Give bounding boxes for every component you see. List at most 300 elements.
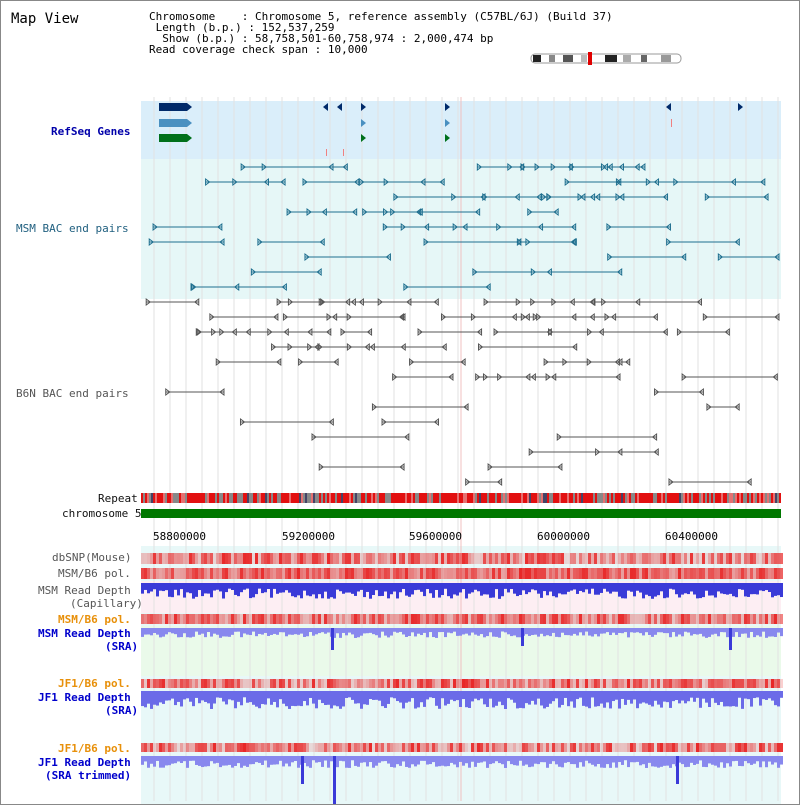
polymorphism-cell xyxy=(684,614,687,624)
polymorphism-cell xyxy=(741,568,744,579)
polymorphism-cell xyxy=(366,553,369,564)
polymorphism-cell xyxy=(513,679,516,688)
repeat-segment xyxy=(671,493,673,503)
depth-bar xyxy=(237,691,240,702)
depth-bar xyxy=(258,756,261,763)
repeat-segment xyxy=(501,493,503,503)
polymorphism-cell xyxy=(522,553,525,564)
track-label-msm-b6-pol-2: MSM/B6 pol. xyxy=(58,613,131,626)
polymorphism-cell xyxy=(540,614,543,624)
depth-bar xyxy=(696,691,699,698)
polymorphism-cell xyxy=(255,679,258,688)
polymorphism-cell xyxy=(648,614,651,624)
polymorphism-cell xyxy=(480,553,483,564)
depth-bar xyxy=(600,628,603,634)
polymorphism-cell xyxy=(456,614,459,624)
depth-bar xyxy=(597,691,600,706)
polymorphism-cell xyxy=(276,679,279,688)
repeat-segment xyxy=(389,493,391,503)
polymorphism-cell xyxy=(393,679,396,688)
depth-bar xyxy=(504,583,507,589)
depth-bar xyxy=(291,583,294,596)
polymorphism-cell xyxy=(738,614,741,624)
polymorphism-cell xyxy=(759,568,762,579)
polymorphism-cell xyxy=(675,553,678,564)
polymorphism-cell xyxy=(777,553,780,564)
polymorphism-cell xyxy=(195,553,198,564)
repeat-segment xyxy=(207,493,209,503)
repeat-segment xyxy=(347,493,349,503)
polymorphism-cell xyxy=(780,743,783,752)
repeat-segment xyxy=(639,493,641,503)
depth-bar xyxy=(489,691,492,699)
polymorphism-cell xyxy=(492,679,495,688)
depth-bar xyxy=(639,756,642,765)
depth-bar xyxy=(648,628,651,635)
track-label-refseq[interactable]: RefSeq Genes xyxy=(51,125,131,138)
polymorphism-cell xyxy=(651,568,654,579)
polymorphism-cell xyxy=(468,743,471,752)
polymorphism-cell xyxy=(369,568,372,579)
polymorphism-cell xyxy=(231,568,234,579)
polymorphism-cell xyxy=(408,743,411,752)
polymorphism-cell xyxy=(534,553,537,564)
polymorphism-cell xyxy=(249,743,252,752)
repeat-segment xyxy=(195,493,197,503)
repeat-segment xyxy=(393,493,395,503)
polymorphism-cell xyxy=(498,568,501,579)
repeat-segment xyxy=(551,493,553,503)
depth-bar xyxy=(726,628,729,637)
depth-bar xyxy=(342,628,345,633)
depth-bar xyxy=(195,691,198,698)
polymorphism-cell xyxy=(579,679,582,688)
depth-bar xyxy=(735,691,738,707)
depth-bar xyxy=(291,756,294,762)
depth-bar xyxy=(675,628,678,637)
repeat-segment xyxy=(649,493,651,503)
repeat-segment xyxy=(545,493,547,503)
polymorphism-cell xyxy=(594,553,597,564)
polymorphism-cell xyxy=(420,568,423,579)
repeat-segment xyxy=(441,493,443,503)
depth-bar xyxy=(681,691,684,701)
polymorphism-cell xyxy=(525,743,528,752)
polymorphism-cell xyxy=(213,568,216,579)
polymorphism-cell xyxy=(288,568,291,579)
depth-bar xyxy=(543,756,546,762)
polymorphism-cell xyxy=(375,743,378,752)
polymorphism-cell xyxy=(765,568,768,579)
polymorphism-cell xyxy=(474,553,477,564)
repeat-segment xyxy=(211,493,213,503)
polymorphism-cell xyxy=(741,679,744,688)
depth-bar xyxy=(198,628,201,635)
repeat-segment xyxy=(165,493,167,503)
polymorphism-cell xyxy=(207,614,210,624)
depth-bar xyxy=(201,628,204,634)
polymorphism-cell xyxy=(351,553,354,564)
depth-bar xyxy=(474,628,477,635)
polymorphism-cell xyxy=(759,743,762,752)
polymorphism-cell xyxy=(774,568,777,579)
repeat-segment xyxy=(229,493,231,503)
polymorphism-cell xyxy=(171,568,174,579)
depth-bar xyxy=(480,691,483,699)
repeat-segment xyxy=(273,493,275,503)
depth-bar xyxy=(468,756,471,768)
polymorphism-cell xyxy=(276,568,279,579)
polymorphism-cell xyxy=(363,568,366,579)
polymorphism-cell xyxy=(153,743,156,752)
depth-bar xyxy=(735,628,738,632)
repeat-segment xyxy=(449,493,451,503)
depth-bar xyxy=(348,628,351,633)
depth-bar xyxy=(687,583,690,594)
depth-bar xyxy=(594,691,597,707)
depth-bar xyxy=(228,583,231,589)
polymorphism-cell xyxy=(147,614,150,624)
depth-bar xyxy=(207,691,210,703)
depth-bar xyxy=(450,756,453,763)
repeat-segment xyxy=(519,493,521,503)
depth-bar xyxy=(438,756,441,766)
depth-bar xyxy=(714,583,717,597)
depth-bar xyxy=(225,628,228,637)
polymorphism-cell xyxy=(195,614,198,624)
depth-bar xyxy=(594,583,597,595)
polymorphism-cell xyxy=(243,743,246,752)
depth-bar xyxy=(369,691,372,699)
depth-bar xyxy=(387,756,390,764)
depth-bar xyxy=(483,583,486,594)
polymorphism-cell xyxy=(777,614,780,624)
repeat-segment xyxy=(193,493,195,503)
polymorphism-cell xyxy=(537,743,540,752)
polymorphism-cell xyxy=(225,614,228,624)
depth-bar xyxy=(351,583,354,594)
depth-bar xyxy=(612,691,615,701)
depth-bar xyxy=(186,583,189,592)
polymorphism-cell xyxy=(612,679,615,688)
depth-bar xyxy=(282,691,285,704)
depth-bar xyxy=(684,691,687,703)
depth-bar xyxy=(276,756,279,764)
polymorphism-cell xyxy=(192,614,195,624)
polymorphism-cell xyxy=(510,553,513,564)
depth-bar xyxy=(462,628,465,634)
polymorphism-cell xyxy=(342,553,345,564)
polymorphism-cell xyxy=(498,553,501,564)
depth-bar xyxy=(528,628,531,636)
depth-bar xyxy=(543,583,546,591)
polymorphism-cell xyxy=(282,614,285,624)
polymorphism-cell xyxy=(309,614,312,624)
repeat-segment xyxy=(187,493,189,503)
polymorphism-cell xyxy=(738,568,741,579)
polymorphism-cell xyxy=(519,568,522,579)
repeat-segment xyxy=(599,493,601,503)
depth-bar xyxy=(375,691,378,700)
depth-bar xyxy=(624,691,627,705)
depth-bar xyxy=(498,583,501,599)
polymorphism-cell xyxy=(306,743,309,752)
polymorphism-cell xyxy=(216,568,219,579)
depth-bar xyxy=(420,756,423,761)
polymorphism-cell xyxy=(162,679,165,688)
depth-bar xyxy=(444,628,447,637)
polymorphism-cell xyxy=(363,614,366,624)
depth-bar xyxy=(774,756,777,762)
polymorphism-cell xyxy=(183,553,186,564)
polymorphism-cell xyxy=(540,679,543,688)
depth-bar xyxy=(762,583,765,591)
repeat-segment xyxy=(701,493,703,503)
polymorphism-cell xyxy=(531,679,534,688)
polymorphism-cell xyxy=(354,553,357,564)
depth-bar xyxy=(180,628,183,637)
polymorphism-cell xyxy=(297,568,300,579)
polymorphism-cell xyxy=(738,553,741,564)
repeat-segment xyxy=(745,493,747,503)
depth-bar xyxy=(765,691,768,700)
polymorphism-cell xyxy=(363,743,366,752)
polymorphism-cell xyxy=(717,743,720,752)
polymorphism-cell xyxy=(771,614,774,624)
depth-bar xyxy=(627,583,630,591)
depth-bar xyxy=(747,583,750,597)
polymorphism-cell xyxy=(423,568,426,579)
depth-bar xyxy=(162,583,165,591)
depth-bar xyxy=(339,756,342,761)
repeat-segment xyxy=(747,493,749,503)
depth-bar xyxy=(384,756,387,761)
depth-bar xyxy=(372,628,375,634)
polymorphism-cell xyxy=(663,743,666,752)
polymorphism-cell xyxy=(372,568,375,579)
polymorphism-cell xyxy=(273,614,276,624)
polymorphism-cell xyxy=(516,743,519,752)
polymorphism-cell xyxy=(624,553,627,564)
polymorphism-cell xyxy=(255,553,258,564)
polymorphism-cell xyxy=(336,553,339,564)
depth-bar xyxy=(309,756,312,768)
polymorphism-cell xyxy=(747,679,750,688)
gene-feature xyxy=(159,103,187,111)
polymorphism-cell xyxy=(519,679,522,688)
polymorphism-cell xyxy=(627,679,630,688)
polymorphism-cell xyxy=(336,679,339,688)
polymorphism-cell xyxy=(585,679,588,688)
polymorphism-cell xyxy=(438,679,441,688)
depth-bar xyxy=(384,628,387,636)
repeat-segment xyxy=(339,493,341,503)
depth-bar xyxy=(576,628,579,635)
polymorphism-cell xyxy=(171,614,174,624)
polymorphism-cell xyxy=(357,568,360,579)
repeat-segment xyxy=(289,493,291,503)
polymorphism-cell xyxy=(267,614,270,624)
depth-bar xyxy=(354,691,357,704)
depth-bar xyxy=(567,756,570,762)
repeat-segment xyxy=(379,493,381,503)
polymorphism-cell xyxy=(666,553,669,564)
polymorphism-cell xyxy=(141,614,144,624)
depth-bar xyxy=(615,583,618,592)
polymorphism-cell xyxy=(768,553,771,564)
polymorphism-cell xyxy=(204,568,207,579)
depth-bar xyxy=(396,691,399,701)
polymorphism-cell xyxy=(429,614,432,624)
depth-spike xyxy=(521,628,524,646)
depth-bar xyxy=(693,691,696,702)
depth-bar xyxy=(621,628,624,633)
depth-bar xyxy=(213,756,216,764)
polymorphism-cell xyxy=(192,743,195,752)
depth-bar xyxy=(177,691,180,702)
depth-bar xyxy=(300,628,303,634)
repeat-segment xyxy=(711,493,713,503)
polymorphism-cell xyxy=(357,679,360,688)
depth-bar xyxy=(459,583,462,592)
polymorphism-cell xyxy=(192,553,195,564)
repeat-segment xyxy=(415,493,417,503)
depth-bar xyxy=(378,756,381,763)
polymorphism-cell xyxy=(462,679,465,688)
polymorphism-cell xyxy=(705,553,708,564)
depth-bar xyxy=(249,628,252,635)
depth-bar xyxy=(579,628,582,632)
repeat-segment xyxy=(303,493,305,503)
repeat-segment xyxy=(735,493,737,503)
track-label-jf1-trim: JF1 Read Depth xyxy=(38,756,131,769)
depth-bar xyxy=(720,628,723,632)
depth-bar xyxy=(717,583,720,591)
depth-bar xyxy=(681,628,684,636)
repeat-segment xyxy=(659,493,661,503)
polymorphism-cell xyxy=(774,679,777,688)
depth-bar xyxy=(333,583,336,599)
polymorphism-cell xyxy=(369,743,372,752)
polymorphism-cell xyxy=(507,568,510,579)
polymorphism-cell xyxy=(297,679,300,688)
depth-bar xyxy=(642,583,645,598)
polymorphism-cell xyxy=(255,614,258,624)
depth-bar xyxy=(255,756,258,762)
depth-bar xyxy=(183,628,186,633)
repeat-segment xyxy=(199,493,201,503)
polymorphism-cell xyxy=(294,743,297,752)
repeat-segment xyxy=(367,493,369,503)
depth-bar xyxy=(264,691,267,705)
polymorphism-cell xyxy=(402,568,405,579)
depth-bar xyxy=(147,691,150,704)
repeat-segment xyxy=(661,493,663,503)
polymorphism-cell xyxy=(477,568,480,579)
polymorphism-cell xyxy=(411,568,414,579)
repeat-segment xyxy=(645,493,647,503)
polymorphism-cell xyxy=(336,568,339,579)
polymorphism-cell xyxy=(705,743,708,752)
polymorphism-cell xyxy=(522,743,525,752)
polymorphism-cell xyxy=(444,568,447,579)
depth-bar xyxy=(684,628,687,632)
depth-bar xyxy=(759,628,762,637)
polymorphism-cell xyxy=(534,743,537,752)
polymorphism-cell xyxy=(318,568,321,579)
page-title: Map View xyxy=(11,11,79,27)
repeat-segment xyxy=(623,493,625,503)
depth-bar xyxy=(216,756,219,763)
polymorphism-cell xyxy=(564,568,567,579)
track-label-msm-bac[interactable]: MSM BAC end pairs xyxy=(16,222,129,235)
depth-bar xyxy=(768,583,771,592)
depth-bar xyxy=(651,628,654,637)
depth-bar xyxy=(708,628,711,637)
polymorphism-cell xyxy=(411,743,414,752)
repeat-segment xyxy=(445,493,447,503)
polymorphism-cell xyxy=(699,679,702,688)
depth-bar xyxy=(318,583,321,594)
depth-bar xyxy=(441,691,444,698)
polymorphism-cell xyxy=(768,679,771,688)
depth-bar xyxy=(663,691,666,702)
depth-bar xyxy=(594,756,597,766)
repeat-segment xyxy=(285,493,287,503)
polymorphism-cell xyxy=(495,614,498,624)
repeat-segment xyxy=(381,493,383,503)
track-label-b6n-bac[interactable]: B6N BAC end pairs xyxy=(16,387,129,400)
depth-bar xyxy=(594,628,597,634)
depth-bar xyxy=(294,691,297,706)
polymorphism-cell xyxy=(516,679,519,688)
polymorphism-cell xyxy=(276,743,279,752)
polymorphism-cell xyxy=(405,743,408,752)
polymorphism-cell xyxy=(147,679,150,688)
polymorphism-cell xyxy=(384,568,387,579)
polymorphism-cell xyxy=(552,553,555,564)
polymorphism-cell xyxy=(606,679,609,688)
depth-bar xyxy=(405,756,408,767)
repeat-segment xyxy=(609,493,611,503)
polymorphism-cell xyxy=(480,568,483,579)
depth-bar xyxy=(201,756,204,767)
polymorphism-cell xyxy=(663,614,666,624)
polymorphism-cell xyxy=(465,679,468,688)
repeat-segment xyxy=(361,493,363,503)
depth-bar xyxy=(585,583,588,589)
polymorphism-cell xyxy=(669,614,672,624)
depth-bar xyxy=(432,583,435,598)
depth-bar xyxy=(555,691,558,698)
depth-bar xyxy=(225,691,228,704)
depth-bar xyxy=(279,691,282,699)
repeat-segment xyxy=(397,493,399,503)
depth-bar xyxy=(486,583,489,594)
polymorphism-cell xyxy=(570,568,573,579)
depth-bar xyxy=(753,583,756,594)
polymorphism-cell xyxy=(378,614,381,624)
polymorphism-cell xyxy=(489,553,492,564)
depth-bar xyxy=(450,691,453,700)
polymorphism-cell xyxy=(399,679,402,688)
depth-bar xyxy=(510,691,513,700)
polymorphism-cell xyxy=(432,568,435,579)
depth-bar xyxy=(693,756,696,765)
depth-bar xyxy=(444,756,447,766)
polymorphism-cell xyxy=(324,679,327,688)
polymorphism-cell xyxy=(567,614,570,624)
